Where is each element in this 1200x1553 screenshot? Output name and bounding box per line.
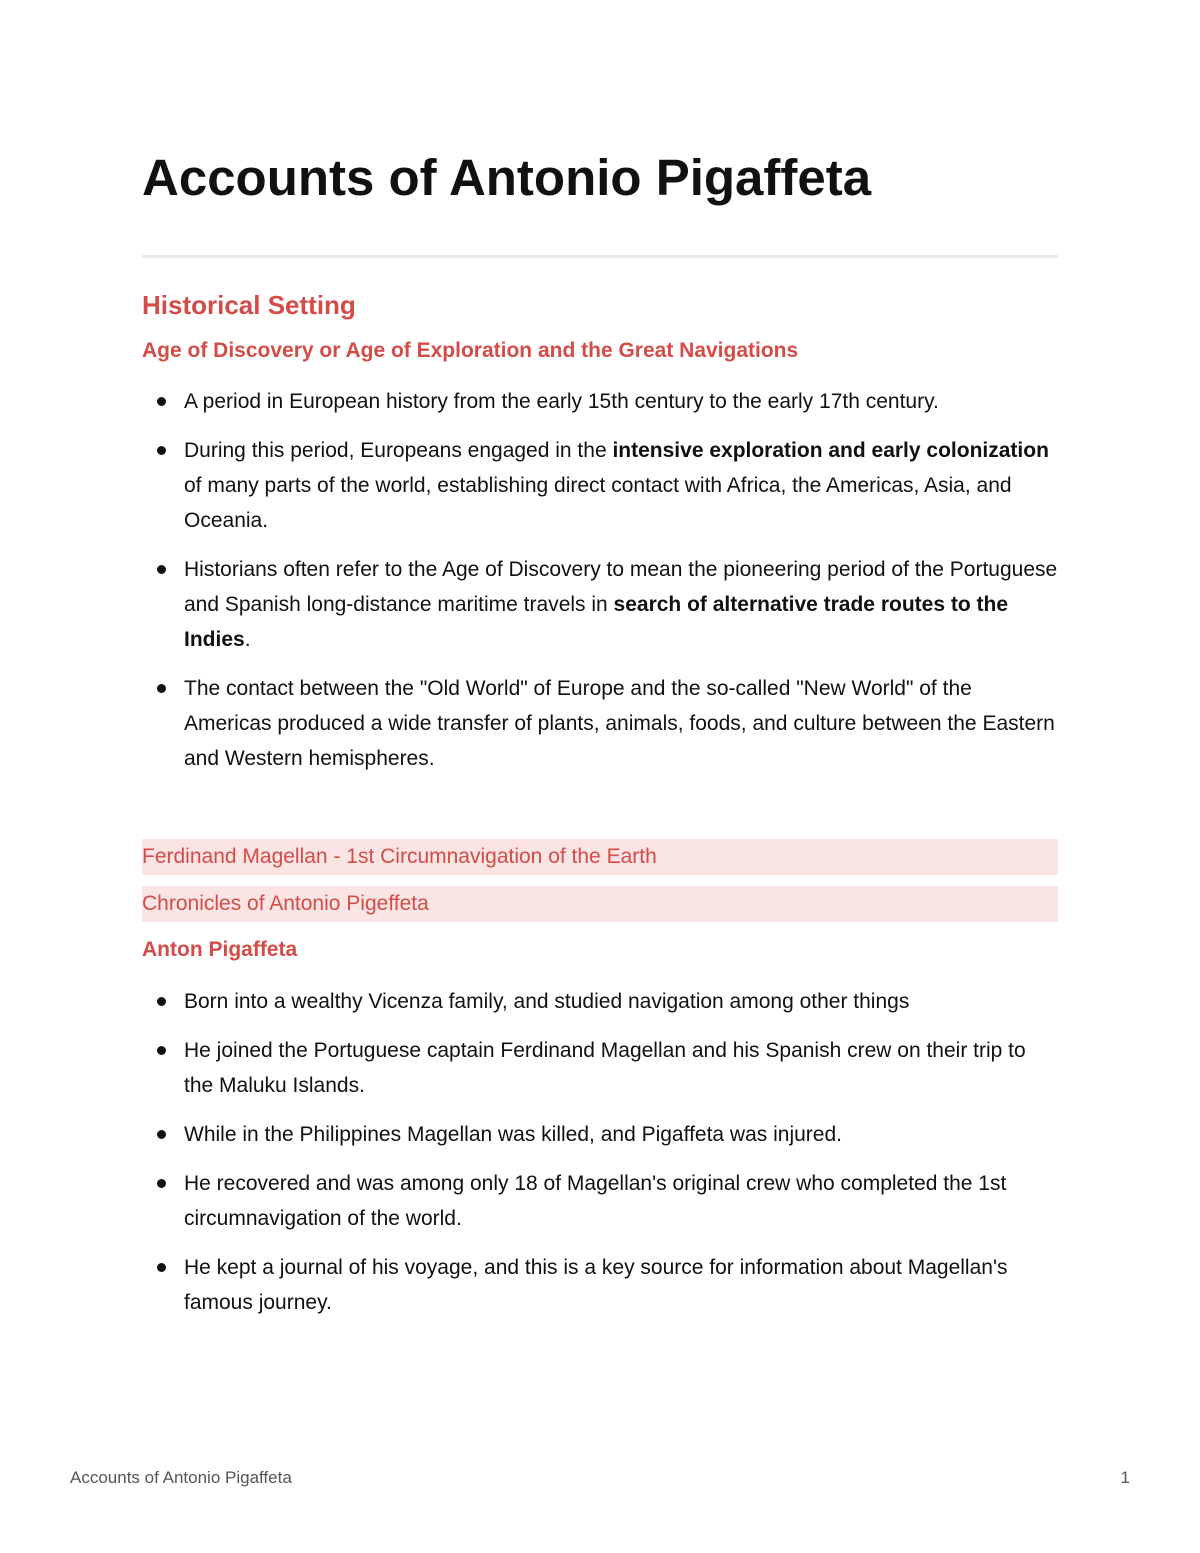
list-item [142, 1250, 1058, 1320]
list-item [142, 384, 1058, 419]
highlight-magellan-circumnavigation: Ferdinand Magellan - 1st Circumnavigation of the Earth [142, 839, 1058, 875]
bullet-dot-icon [157, 1046, 166, 1055]
list-item [142, 552, 1058, 657]
bullet-dot-icon [157, 397, 166, 406]
footer-document-title: Accounts of Antonio Pigaffeta [70, 1468, 292, 1487]
list-item-text-post: of many parts of the world, establishing direct contact with Africa, the Americas, Asia, and Oceania. [184, 474, 1012, 532]
list-item [142, 984, 1058, 1019]
list-item-text: He kept a journal of his voyage, and this is a key source for information about Magellan's famous journey. [184, 1256, 1008, 1314]
subheading-age-of-discovery: Age of Discovery or Age of Exploration and the Great Navigations [142, 339, 799, 362]
historical-setting-list [142, 384, 1058, 776]
anton-pigaffeta-list [142, 984, 1058, 1320]
bullet-dot-icon [157, 446, 166, 455]
list-item-text-post: . [244, 628, 251, 651]
list-item-text: He joined the Portuguese captain Ferdinand Magellan and his Spanish crew on their trip to the Maluku Islands. [184, 1039, 1026, 1097]
list-item [142, 1166, 1058, 1236]
bullet-dot-icon [157, 997, 166, 1006]
list-item [142, 671, 1058, 776]
list-item-text-bold: intensive exploration and early colonization [612, 439, 1049, 462]
title-divider [142, 255, 1058, 258]
list-item-text-pre: Historians often refer to the Age of Discovery to mean the pioneering period of the Portuguese and Spanish long-distance maritime travels in [184, 558, 1058, 616]
list-item [142, 1117, 1058, 1152]
list-item [142, 1033, 1058, 1103]
bullet-dot-icon [157, 1179, 166, 1188]
list-item-text: He recovered and was among only 18 of Magellan's original crew who completed the 1st circumnavigation of the world. [184, 1172, 1007, 1230]
list-item-text: A period in European history from the early 15th century to the early 17th century. [184, 390, 939, 413]
list-item-text: The contact between the "Old World" of Europe and the so-called "New World" of the Americas produced a wide transfer of plants, animals, foods, and culture between the Eastern and Western hemispheres. [184, 677, 1055, 770]
list-item-text-bold: search of alternative trade routes to the Indies [184, 593, 1008, 651]
list-item-text: While in the Philippines Magellan was killed, and Pigaffeta was injured. [184, 1123, 842, 1146]
bullet-dot-icon [157, 1263, 166, 1272]
highlight-chronicles: Chronicles of Antonio Pigeffeta [142, 886, 1058, 922]
list-item-text: Born into a wealthy Vicenza family, and studied navigation among other things [184, 990, 910, 1013]
list-item [142, 433, 1058, 538]
bullet-dot-icon [157, 684, 166, 693]
subheading-anton-pigaffeta: Anton Pigaffeta [142, 938, 298, 961]
list-item-text-pre: During this period, Europeans engaged in the [184, 439, 613, 462]
bullet-dot-icon [157, 565, 166, 574]
section-heading-historical-setting: Historical Setting [142, 290, 356, 320]
page-number: 1 [1120, 1468, 1130, 1487]
page-title: Accounts of Antonio Pigaffeta [142, 149, 872, 206]
bullet-dot-icon [157, 1130, 166, 1139]
